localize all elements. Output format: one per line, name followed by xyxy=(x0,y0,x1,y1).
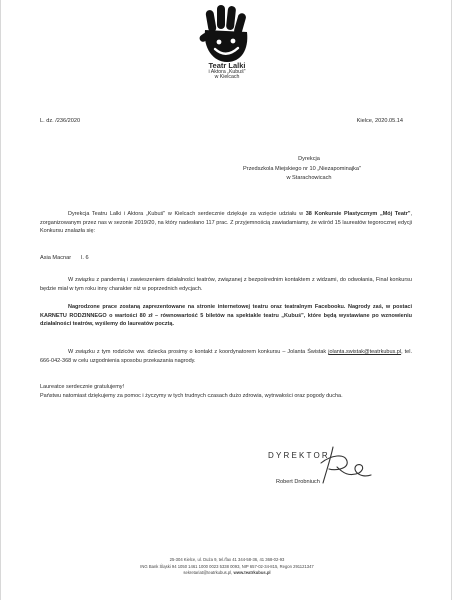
place-date: Kielce, 2020.05.14 xyxy=(356,118,403,124)
laureate-age: l. 6 xyxy=(81,255,89,261)
signature-title: DYREKTOR xyxy=(268,451,330,460)
letter-footer xyxy=(61,557,393,577)
signature-name: Robert Drobniuch xyxy=(276,479,320,485)
recipient-address xyxy=(192,155,412,184)
hand-logo-icon xyxy=(197,4,253,66)
footer-website-link[interactable]: www.teatrkubus.pl xyxy=(233,570,271,576)
reference-number: L. dz. /236/2020 xyxy=(40,118,81,124)
intro-text-b: , zorganizowanym przez nas w sezonie 2019/20, na który nadesłano 117 prac. Z przyjemnością zawiadamiamy, że wśród 15 laureatów tegorocznej edycji Konkursu znalazła się: xyxy=(40,211,412,235)
contest-name: 38 Konkursie Plastycznym „Mój Teatr" xyxy=(305,211,411,217)
contact-text-a: W związku z tym rodziców ww. dziecka prosimy o kontakt z koordynatorem konkursu – Jolanta Świstak xyxy=(68,349,329,355)
intro-text-a: Dyrekcja Teatru Lalki i Aktora „Kubuś" w Kielcach serdecznie dziękuje za wzięcie udziału w xyxy=(68,211,306,217)
org-name-line3: w Kielcach xyxy=(214,74,240,81)
organization-name xyxy=(179,62,275,81)
footer-email-link[interactable]: sekretariat@teatrkubus.pl, xyxy=(183,570,234,576)
footer-contact xyxy=(61,570,393,577)
org-name-line2: i Aktora „Kubuś" xyxy=(208,68,246,75)
recipient-line2: Przedszkola Miejskiego nr 10 „Niezapominajka" xyxy=(243,165,361,172)
contact-text-b: , tel. 666-042-368 w celu uzgodnienia sposobu przekazania nagrody. xyxy=(40,349,412,364)
paragraph-prizes xyxy=(40,303,412,329)
prizes-text: Nagrodzone prace zostaną zaprezentowane na stronie internetowej teatru oraz teatralnym Facebooku. Nagrody zaś, w postaci KARNETU RODZINNEGO o wartości 80 zł – równowartość 5 biletów na spektakle teatru „Kubuś", które będą wystawiane po wznowieniu działalności teatrów, wyślemy do laureatów pocztą. xyxy=(40,304,412,328)
footer-address: 25-304 Kielce, ul. Duża 9, tel./fax 41 344-58-36, 41 368-02-93 xyxy=(169,557,285,562)
closing-congrats: Laureatce serdecznie gratulujemy! xyxy=(40,384,125,390)
paragraph-closing xyxy=(40,383,412,400)
pandemic-text: W związku z pandemią i zawieszeniem działalności teatrów, związanej z bezpośrednim kontaktem z widzami, do odwołania, Finał konkursu będzie miał w tym roku inny charakter niż w poprzednich edycjach. xyxy=(40,277,412,292)
paragraph-pandemic xyxy=(40,276,412,293)
laureate-name: Asia Macnar xyxy=(40,255,72,261)
laureate-entry xyxy=(40,255,89,261)
closing-wishes: Państwu natomiast dziękujemy za pomoc i życzymy w tych trudnych czasach dużo zdrowia, wytrwałości oraz pogody ducha. xyxy=(40,392,343,399)
paragraph-contact xyxy=(40,348,412,365)
recipient-line1: Dyrekcja xyxy=(298,156,320,162)
footer-bank: ING Bank Śląski 94 1050 1461 1000 0023 5338 0093, NIP 657-02-34-815, Regon 291121347 xyxy=(140,563,314,569)
paragraph-intro xyxy=(40,210,412,236)
coordinator-email-link[interactable]: jolanta.swistak@teatrkubus.pl xyxy=(328,349,402,355)
recipient-line3: w Starachowicach xyxy=(286,175,332,181)
org-name-line1: Teatr Lalki xyxy=(208,61,246,70)
